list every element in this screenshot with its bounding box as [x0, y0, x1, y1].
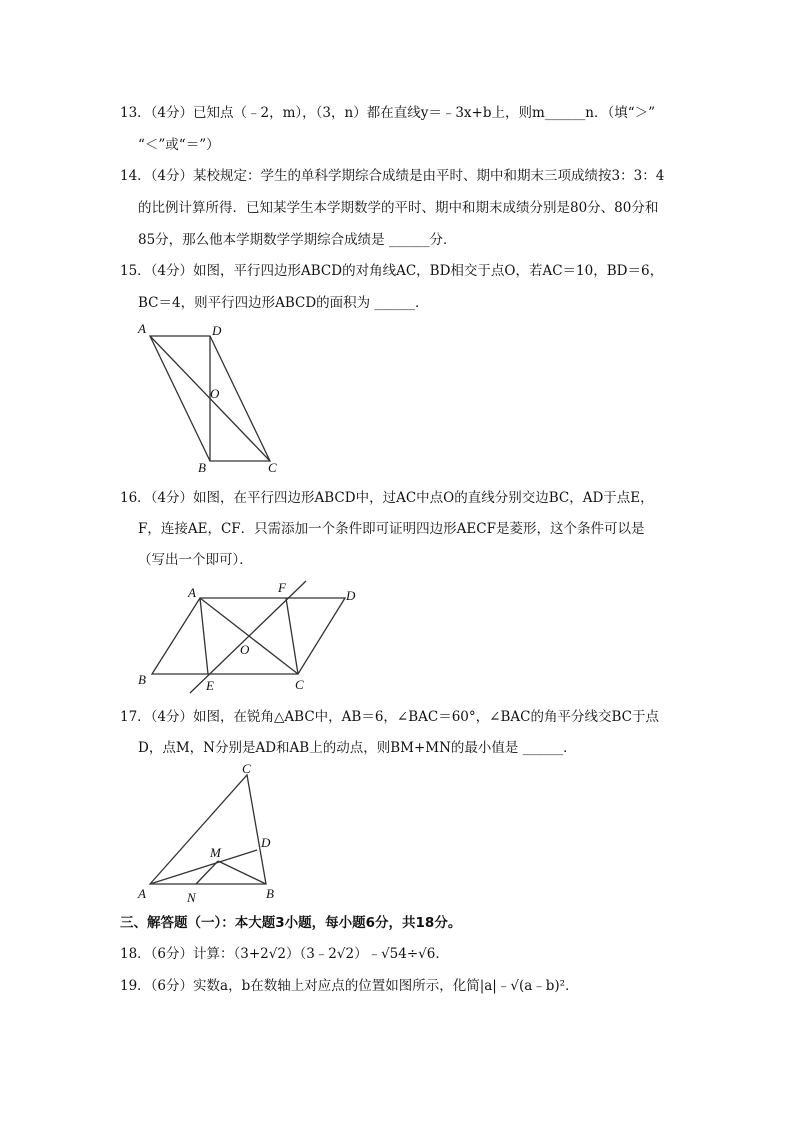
- figure-q17-triangle: [130, 762, 290, 908]
- label-c: C: [268, 460, 277, 475]
- label-m: M: [210, 845, 221, 860]
- label-n: N: [187, 890, 196, 905]
- q13-line1: 13．（4分）已知点（﹣2，m），（3，n）都在直线y＝﹣3x+b上，则m______n．（填“＞”: [120, 105, 656, 121]
- q15-line1: 15．（4分）如图，平行四边形ABCD的对角线AC，BD相交于点O，若AC＝10，BD＝6，: [120, 263, 664, 279]
- section-3-heading: 三、解答题（一）：本大题3小题，每小题6分，共18分。: [120, 915, 462, 931]
- figure-q15-parallelogram: [130, 318, 290, 478]
- q15-line2: BC＝4，则平行四边形ABCD的面积为 ______．: [138, 295, 429, 311]
- label-o: O: [210, 386, 220, 401]
- q14-line3: 85分，那么他本学期数学学期综合成绩是 ______分．: [138, 232, 457, 248]
- label-a: A: [138, 321, 146, 336]
- segment-cf: [286, 598, 298, 674]
- q17-line1: 17．（4分）如图，在锐角△ABC中，AB＝6，∠BAC＝60°，∠BAC的角平分线交BC于点: [120, 709, 659, 725]
- label-a: A: [188, 585, 196, 600]
- segment-bm: [218, 861, 266, 884]
- label-b: B: [198, 460, 206, 475]
- label-c: C: [295, 677, 304, 692]
- q17-line2: D，点M，N分别是AD和AB上的动点，则BM+MN的最小值是 ______．: [138, 740, 577, 756]
- figure-q16-parallelogram: [130, 576, 370, 698]
- label-d: D: [212, 323, 222, 338]
- q16-line2: F，连接AE，CF．只需添加一个条件即可证明四边形AECF是菱形，这个条件可以是: [138, 521, 645, 537]
- label-a: A: [138, 886, 146, 901]
- label-b: B: [138, 672, 146, 687]
- label-o: O: [240, 642, 250, 657]
- segment-mn: [196, 861, 218, 884]
- q19-line: 19．（6分）实数a，b在数轴上对应点的位置如图所示，化简|a|﹣√(a﹣b)²．: [120, 978, 579, 994]
- bisector-ad: [150, 850, 257, 884]
- triangle-abc: [150, 775, 266, 884]
- segment-ae: [200, 598, 208, 674]
- q14-line2: 的比例计算所得．已知某学生本学期数学的平时、期中和期末成绩分别是80分、80分和: [138, 200, 659, 216]
- q13-line2: “＜”或“＝”）: [138, 137, 220, 153]
- q14-line1: 14．（4分）某校规定：学生的单科学期综合成绩是由平时、期中和期末三项成绩按3：3：4: [120, 168, 665, 184]
- label-f: F: [278, 580, 286, 595]
- q18-line: 18．（6分）计算：（3+2√2）（3﹣2√2）﹣√54÷√6．: [120, 946, 449, 962]
- label-d: D: [346, 588, 356, 603]
- label-e: E: [206, 678, 214, 693]
- label-c: C: [242, 762, 251, 776]
- label-d: D: [261, 835, 271, 850]
- label-b: B: [266, 886, 274, 901]
- q16-line1: 16．（4分）如图，在平行四边形ABCD中，过AC中点O的直线分别交边BC，AD于点E，: [120, 490, 654, 506]
- q16-line3: （写出一个即可）．: [138, 552, 253, 568]
